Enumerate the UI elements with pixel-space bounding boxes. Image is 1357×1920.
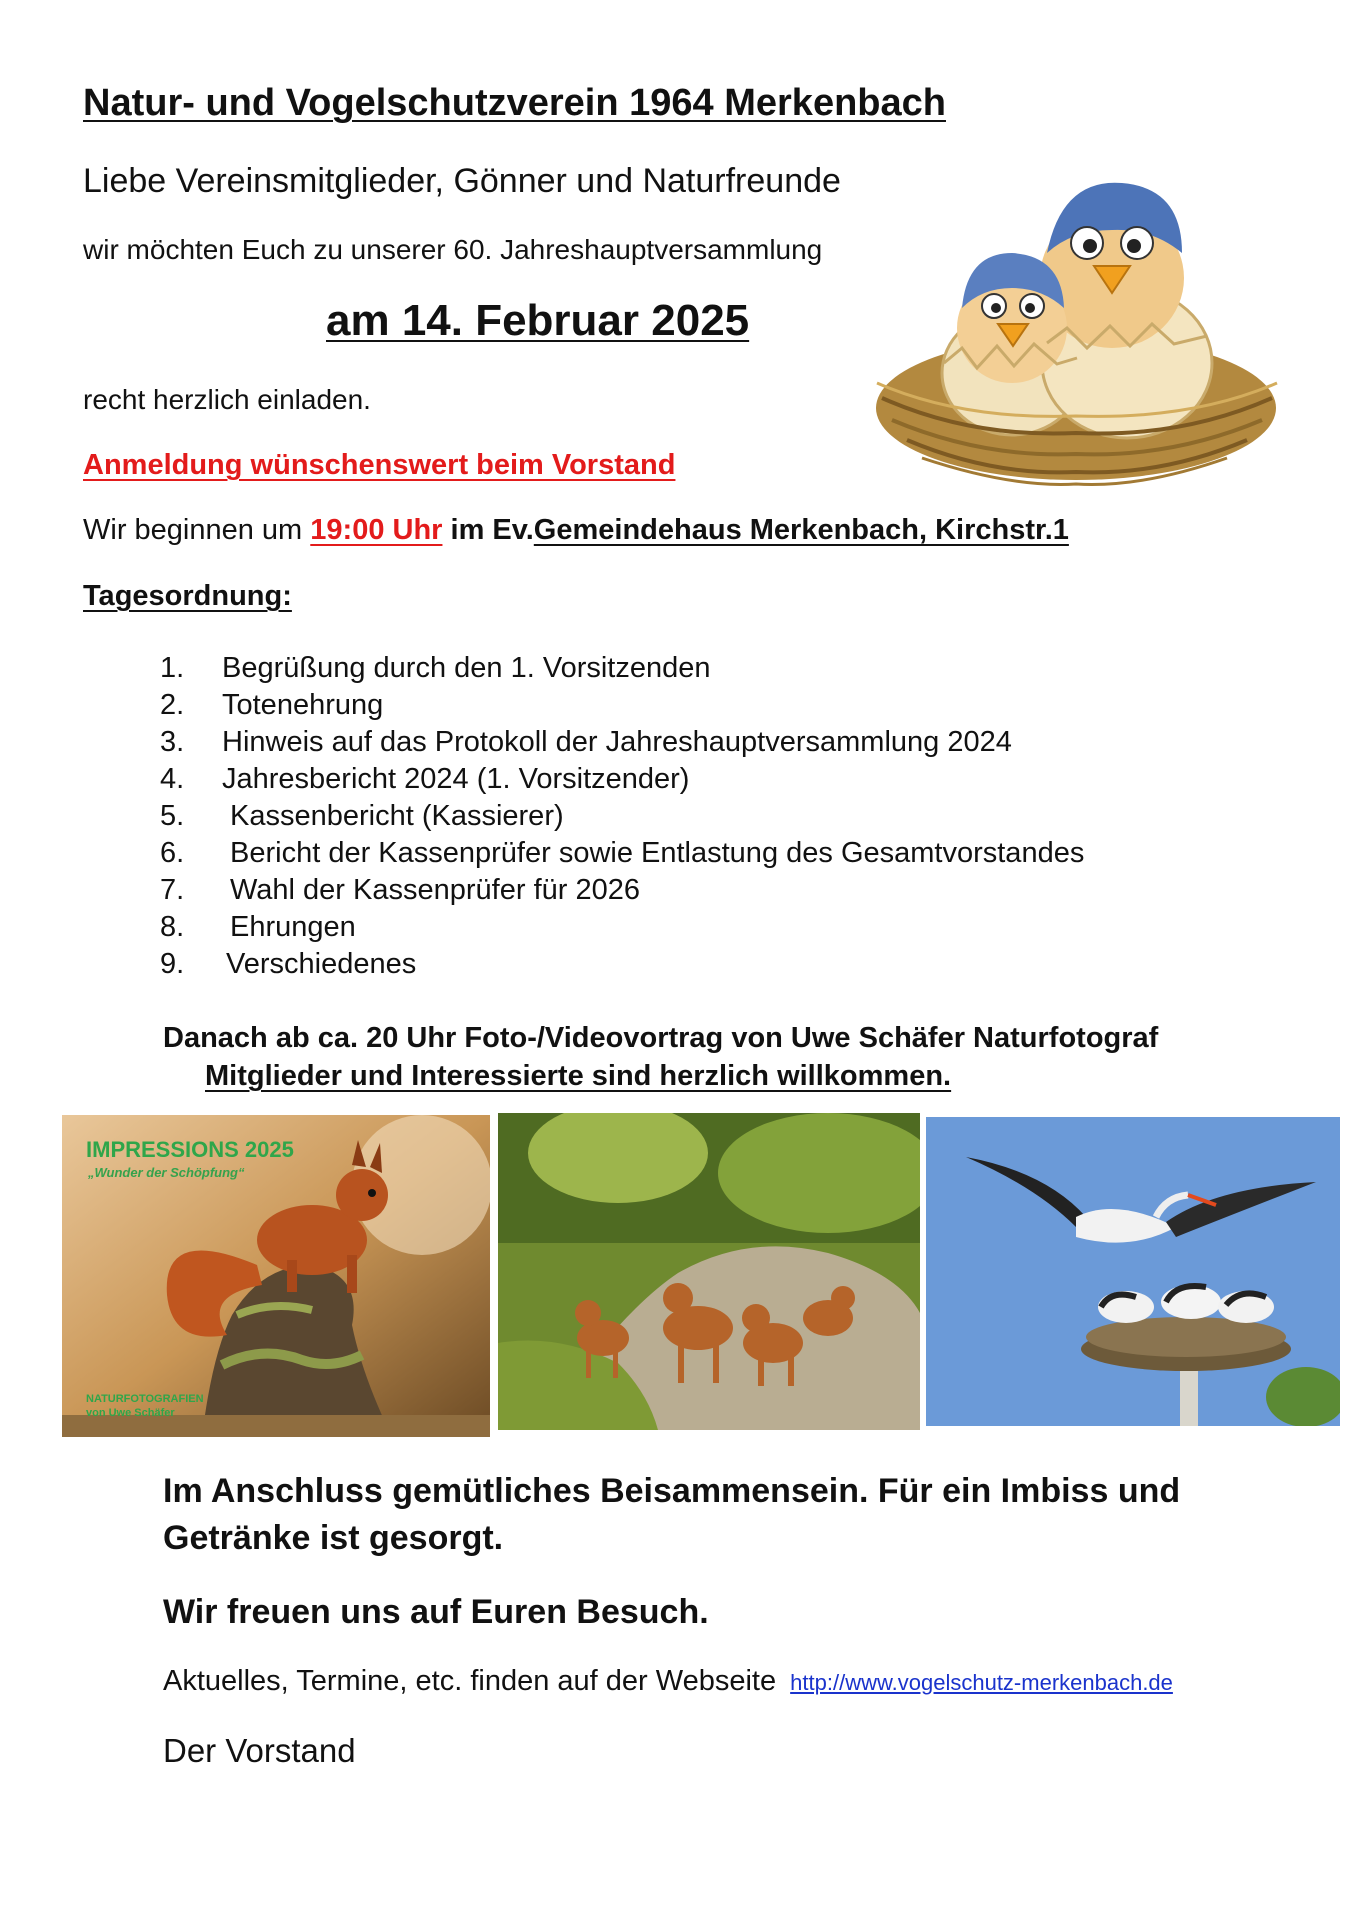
agenda-item-text: Jahresbericht 2024 (1. Vorsitzender) [222,763,690,795]
agenda-item [160,724,1084,761]
agenda-item-text: Kassenbericht (Kassierer) [230,800,564,832]
agenda-item-number: 8. [160,911,185,943]
start-time: 19:00 Uhr [310,514,443,546]
website-text: Aktuelles, Termine, etc. finden auf der Webseite [163,1665,777,1697]
agenda-item-text: Verschiedenes [226,948,417,980]
event-date: am 14. Februar 2025 [326,296,750,345]
impressions-author: von Uwe Schäfer [86,1407,175,1419]
agenda-item [160,687,1084,724]
agenda-item-number: 6. [160,837,185,869]
agenda-item-text: Wahl der Kassenprüfer für 2026 [230,874,640,906]
agenda-item-number: 4. [160,763,185,795]
event-location: Gemeindehaus Merkenbach, Kirchstr.1 [533,514,1069,546]
agenda-item [160,872,1084,909]
greeting: Liebe Vereinsmitglieder, Gönner und Naturfreunde [83,162,841,200]
agenda-item-number: 3. [160,726,185,758]
start-time-line [83,514,1069,547]
agenda-item [160,798,1084,835]
page-title: Natur- und Vogelschutzverein 1964 Merkenbach [83,82,946,124]
agenda-item-text: Begrüßung durch den 1. Vorsitzenden [222,652,711,684]
agenda-item [160,909,1084,946]
invitation-text: wir möchten Euch zu unserer 60. Jahreshauptversammlung [83,234,823,265]
agenda-item [160,835,1084,872]
welcome-message: Wir freuen uns auf Euren Besuch. [163,1593,709,1631]
agenda-item-text: Hinweis auf das Protokoll der Jahreshauptversammlung 2024 [222,726,1012,758]
agenda-item-text: Ehrungen [230,911,356,943]
website-link[interactable]: http://www.vogelschutz-merkenbach.de [790,1670,1173,1695]
lecture-announcement: Danach ab ca. 20 Uhr Foto-/Videovortrag von Uwe Schäfer Naturfotograf [163,1022,1159,1054]
storks-photo [926,1117,1340,1426]
birds-nest-illustration [862,158,1290,498]
agenda-item [160,761,1084,798]
impressions-title: IMPRESSIONS 2025 [86,1137,294,1162]
agenda-item-text: Bericht der Kassenprüfer sowie Entlastung des Gesamtvorstandes [230,837,1085,869]
impressions-footer: NATURFOTOGRAFIEN [86,1393,204,1405]
invitation-closing: recht herzlich einladen. [83,384,371,415]
impressions-subtitle: „Wunder der Schöpfung“ [88,1165,245,1180]
start-middle: im Ev. [442,514,534,546]
agenda-item-number: 1. [160,652,185,684]
agenda-item-number: 5. [160,800,185,832]
closing-line-2: Getränke ist gesorgt. [163,1519,504,1557]
agenda-item-number: 7. [160,874,185,906]
agenda-item-text: Totenehrung [222,689,384,721]
agenda-item [160,650,1084,687]
signature: Der Vorstand [163,1732,356,1769]
welcome-note: Mitglieder und Interessierte sind herzlich willkommen. [205,1060,952,1092]
foxes-photo [498,1113,920,1430]
registration-note: Anmeldung wünschenswert beim Vorstand [83,449,676,481]
squirrel-photo [62,1115,490,1437]
agenda-item-number: 9. [160,948,185,980]
closing-line-1: Im Anschluss gemütliches Beisammensein. Für ein Imbiss und [163,1472,1181,1510]
agenda-list [160,650,1084,983]
start-prefix: Wir beginnen um [83,514,311,546]
agenda-title: Tagesordnung: [83,580,292,612]
agenda-item [160,946,1084,983]
agenda-item-number: 2. [160,689,185,721]
website-line [163,1665,1173,1698]
